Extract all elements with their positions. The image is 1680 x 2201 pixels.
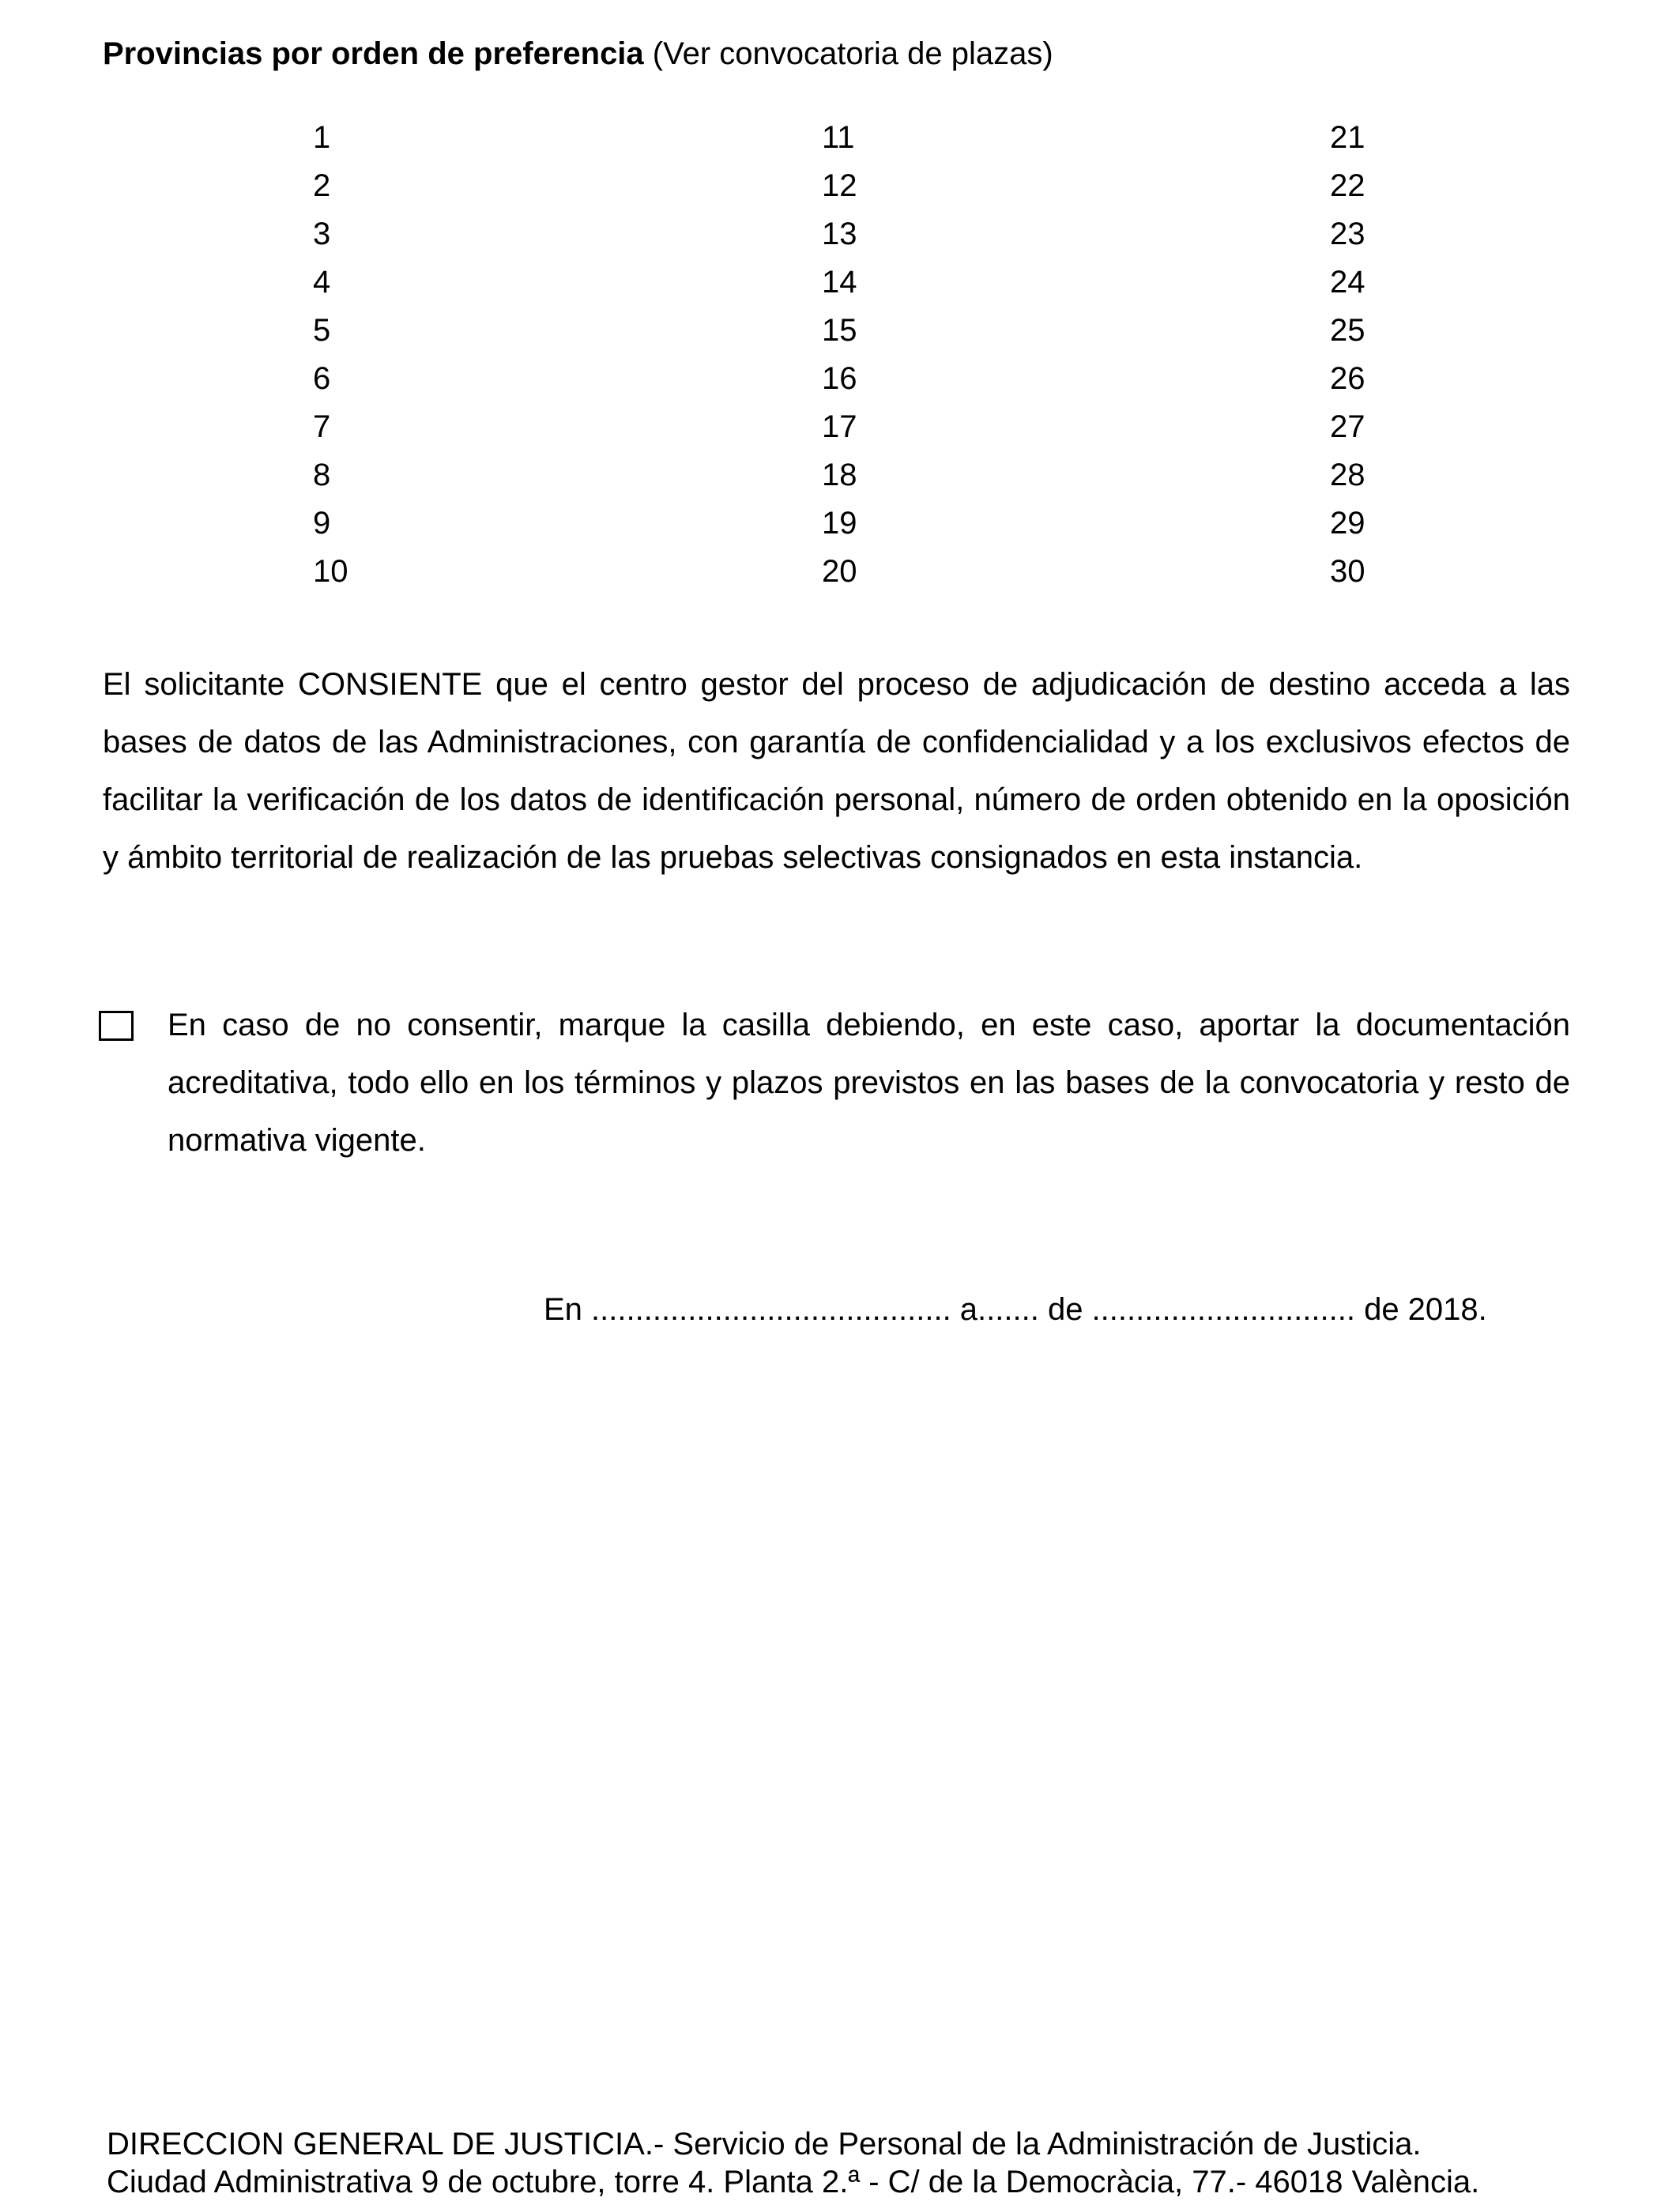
- place-date-line: En ......................................... a....... de .............................. de 2018.: [544, 1292, 1487, 1327]
- preference-number: 27: [1330, 409, 1365, 444]
- preference-number: 5: [313, 313, 331, 348]
- preference-number: 26: [1330, 361, 1365, 396]
- preference-column-3: [1330, 119, 1365, 601]
- preference-number: 12: [822, 168, 857, 203]
- preference-number: 24: [1330, 265, 1365, 300]
- preference-number: 16: [822, 361, 857, 396]
- preference-number: 8: [313, 458, 331, 492]
- consent-paragraph: El solicitante CONSIENTE que el centro gestor del proceso de adjudicación de destino acceda a las bases de datos de las Administraciones, con garantía de confidencialidad y a los exclusivos efectos de facilitar la verificación de los datos de identificación personal, número de orden obtenido en la oposición y ámbito territorial de realización de las pruebas selectivas consignados en esta instancia.: [103, 667, 1570, 875]
- preference-column-1: [313, 119, 348, 601]
- preference-number: 1: [313, 120, 331, 155]
- section-heading: [103, 35, 1053, 73]
- preference-number: 2: [313, 168, 331, 203]
- preference-number: 14: [822, 265, 857, 300]
- footer-line-1: DIRECCION GENERAL DE JUSTICIA.- Servicio de Personal de la Administración de Justicia.: [107, 2127, 1422, 2161]
- preference-number: 10: [313, 554, 348, 589]
- preference-number: 18: [822, 458, 857, 492]
- preference-number: 20: [822, 554, 857, 589]
- preference-number: 21: [1330, 120, 1365, 155]
- preference-number: 3: [313, 217, 331, 251]
- preference-number: 13: [822, 217, 857, 251]
- preference-number: 6: [313, 361, 331, 396]
- footer-address: [107, 2125, 1479, 2201]
- preference-number: 30: [1330, 554, 1365, 589]
- preference-number: 29: [1330, 506, 1365, 541]
- preference-number: 17: [822, 409, 857, 444]
- preference-number: 25: [1330, 313, 1365, 348]
- preference-number: 23: [1330, 217, 1365, 251]
- preference-number: 28: [1330, 458, 1365, 492]
- preference-number: 19: [822, 506, 857, 541]
- preference-number: 22: [1330, 168, 1365, 203]
- no-consent-checkbox[interactable]: [99, 1011, 134, 1041]
- preference-number: 15: [822, 313, 857, 348]
- preference-column-2: [822, 119, 857, 601]
- heading-bold-text: Provincias por orden de preferencia: [103, 36, 644, 71]
- preference-number: 11: [822, 120, 855, 155]
- optout-text: En caso de no consentir, marque la casilla debiendo, en este caso, aportar la documentación acreditativa, todo ello en los términos y plazos previstos en las bases de la convocatoria y resto de normativa vigente.: [168, 1008, 1570, 1158]
- preference-number: 4: [313, 265, 331, 300]
- preference-number: 7: [313, 409, 331, 444]
- heading-note-text: (Ver convocatoria de plazas): [643, 36, 1053, 71]
- footer-line-2: Ciudad Administrativa 9 de octubre, torre 4. Planta 2.ª - C/ de la Democràcia, 77.- 46018 València.: [107, 2165, 1480, 2199]
- preference-number: 9: [313, 506, 331, 541]
